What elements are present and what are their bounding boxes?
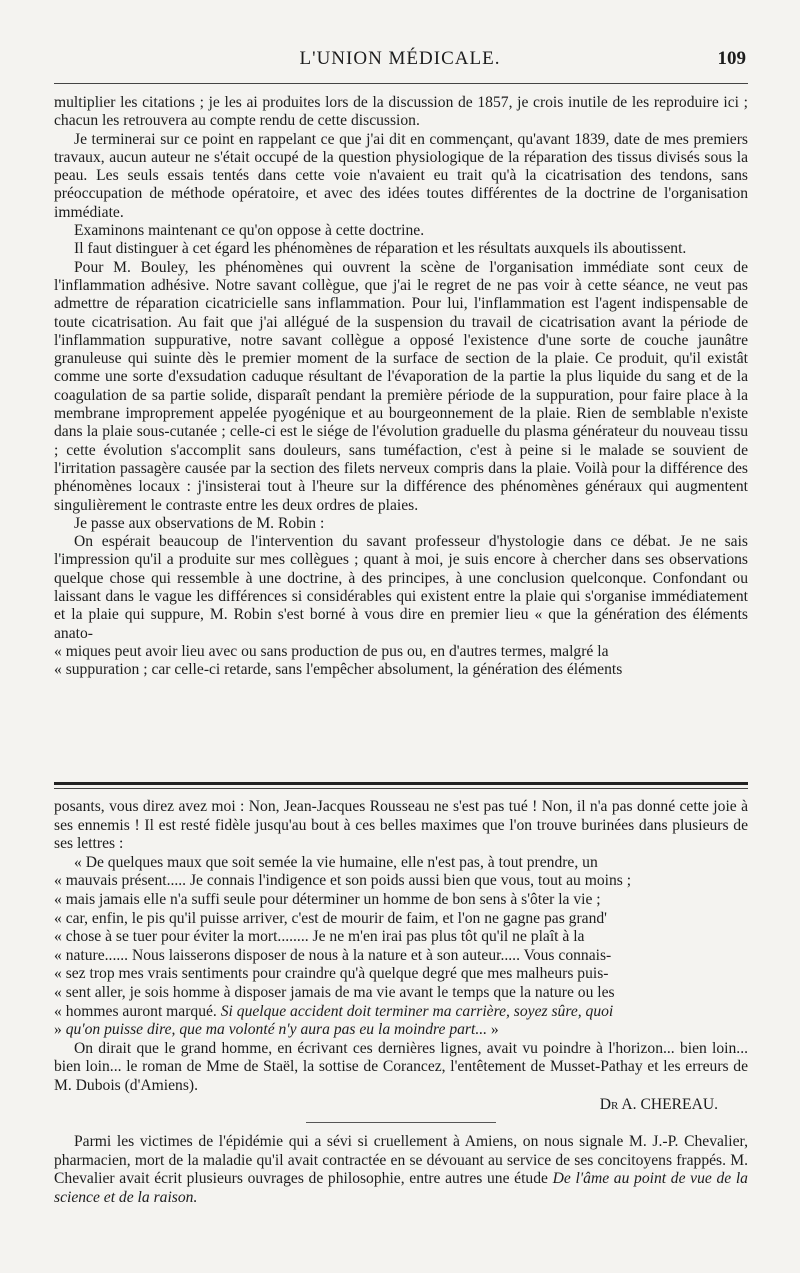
quote-line: « miques peut avoir lieu avec ou sans production de pus ou, en d'autres termes, malgré la: [54, 642, 609, 660]
paragraph: Examinons maintenant ce qu'on oppose à cette doctrine.: [74, 222, 425, 240]
feuilleton-body: [54, 798, 748, 1207]
page-number: 109: [717, 48, 746, 69]
notice-text: Parmi les victimes de l'épidémie qui a sévi si cruellement à Amiens, on nous signale M. J.-P. Chevalier, pharmacien, mort de la maladie qu'il avait contractée en se dévouant au service de ses concitoyens frappés. M. Chevalier avait écrit plusieurs ouvrages de philosophie, entre autres une étude: [54, 1133, 748, 1188]
paragraph: Je terminerai sur ce point en rappelant ce que j'ai dit en commençant, qu'avant 1839, date de mes premiers travaux, aucun auteur ne s'était occupé de la question physiologique de la réparation des tissus divisés sous la peau. Les seuls essais tentés dans cette voie n'avaient eu trait qu'à la cicatrisation des tendons, sans préoccupation de méthode opératoire, et avec des idées toutes différentes de la doctrine de l'organisation immédiate.: [54, 130, 748, 221]
paragraph: Je passe aux observations de M. Robin :: [74, 514, 325, 532]
quote-line: « nature...... Nous laisserons disposer de nous à la nature et à son auteur..... Vous connais-: [54, 946, 612, 964]
quote-italic: Si quelque accident doit terminer ma carrière, soyez sûre, quoi: [220, 1002, 614, 1020]
paragraph: multiplier les citations ; je les ai produites lors de la discussion de 1857, je crois inutile de les reproduire ici ; chacun les retrouvera au compte rendu de cette discussion.: [54, 94, 748, 130]
obituary-notice: [54, 1133, 748, 1207]
quote-line: [54, 1021, 748, 1040]
running-head: [54, 48, 746, 76]
quote-line: « sez trop mes vrais sentiments pour craindre qu'à quelque degré que mes malheurs puis-: [54, 965, 609, 983]
feuilleton-intro: posants, vous direz avez moi : Non, Jean-Jacques Rousseau ne s'est pas tué ! Non, il n'a pas donné cette joie à ses ennemis ! Il est resté fidèle jusqu'au bout à ces belles maximes que l'on trouve burinées dans plusieurs de ses lettres :: [54, 798, 748, 853]
quote-line: « sent aller, je sois homme à disposer jamais de ma vie avant le temps que la nature ou les: [54, 983, 615, 1001]
quote-line: « chose à se tuer pour éviter la mort........ Je ne m'en irai pas plus tôt qu'il ne plaît à la: [54, 928, 585, 946]
quote-line: « mauvais présent..... Je connais l'indigence et son poids aussi bien que vous, tout au moins ;: [54, 872, 632, 890]
article-body: [54, 94, 748, 680]
paragraph: Pour M. Bouley, les phénomènes qui ouvrent la scène de l'organisation immédiate sont ceux de l'inflammation adhésive. Notre savant collègue, que j'ai le regret de ne pas voir à cette séance, ne veut pas admettre de réparation cicatricielle sans inflammation. Pour lui, l'inflammation est l'agent indispensable de toute cicatrisation. Au fait que j'ai allégué de la suspension du travail de cicatrisation avant la période de l'inflammation suppurative, notre savant collègue a opposé l'existence d'une sorte de couche jaunâtre granuleuse qui suinte dès le premier moment de la surface de section de la plaie. Ce produit, qu'il existât comme une sorte d'exsudation caduque résultant de l'évaporation de la partie la plus liquide du sang et de la coagulation de sa partie solide, disparaît pendant la première période de la suppuration, pour faire place à la membrane improprement appelée pyogénique et au bourgeonnement de la plaie. Rien de semblable n'existe dans la plaie sous-cutanée ; celle-ci est le siége de l'évolution graduelle du plasma générateur du nouveau tissu ; cette évolution s'accomplit sans douleurs, sans tuméfaction, c'est à peine si le malade se souvient de l'irritation passagère causée par la section des filets nerveux compris dans la plaie. Voilà pour la différence des phénomènes locaux : j'insisterai tout à l'heure sur la différence des phénomènes généraux qui augmentent singulièrement le contraste entre les deux ordres de plaies.: [54, 258, 748, 514]
author-signature: Dr A. CHEREAU.: [599, 1095, 718, 1113]
quote-line: [54, 1003, 748, 1022]
journal-title: L'UNION MÉDICALE.: [299, 48, 501, 69]
quote-line: « mais jamais elle n'a suffi seule pour déterminer un homme de bon sens à s'ôter la vie ;: [54, 890, 601, 908]
quote-line: « De quelques maux que soit semée la vie humaine, elle n'est pas, à tout prendre, un: [74, 853, 598, 871]
quote-mark: »: [490, 1021, 499, 1039]
notice-book-title: De l'âme au point de vue de la science et de la raison.: [54, 1170, 748, 1206]
quote-mark: »: [54, 1021, 62, 1039]
paragraph: Il faut distinguer à cet égard les phénomènes de réparation et les résultats auxquels ils aboutissent.: [74, 240, 687, 258]
notice-separator: [306, 1122, 496, 1123]
paragraph: On espérait beaucoup de l'intervention du savant professeur d'hystologie dans ce débat. Je ne sais l'impression qu'il a produite sur mes collègues ; quant à moi, je suis encore à chercher dans ses observations quelque chose qui ressemble à une doctrine, à des principes, à une conclusion quelconque. Confondant ou laissant dans le vague les différences si considérables qui existent entre la plaie qui s'organise immédiatement et la plaie qui suppure, M. Robin s'est borné à vous dire en premier lieu « que la génération des éléments anato-: [54, 533, 748, 642]
feuilleton-separator-thin: [54, 788, 748, 789]
quote-line: « suppuration ; car celle-ci retarde, sans l'empêcher absolument, la génération des éléments: [54, 661, 623, 679]
header-rule: [54, 83, 748, 84]
feuilleton-closing: On dirait que le grand homme, en écrivant ces dernières lignes, avait vu poindre à l'horizon... bien loin... bien loin... le roman de Mme de Staël, la sottise de Corancez, l'entêtement de Musset-Pathay et les erreurs de M. Dubois (d'Amiens).: [54, 1039, 748, 1094]
quote-italic: qu'on puisse dire, que ma volonté n'y aura pas eu la moindre part...: [65, 1021, 488, 1039]
quote-line: « car, enfin, le pis qu'il puisse arriver, c'est de mourir de faim, et l'on ne gagne pas grand': [54, 909, 607, 927]
feuilleton-separator-thick: [54, 782, 748, 785]
notice-paragraph: [54, 1133, 748, 1207]
quote-text: « hommes auront marqué.: [54, 1002, 217, 1020]
